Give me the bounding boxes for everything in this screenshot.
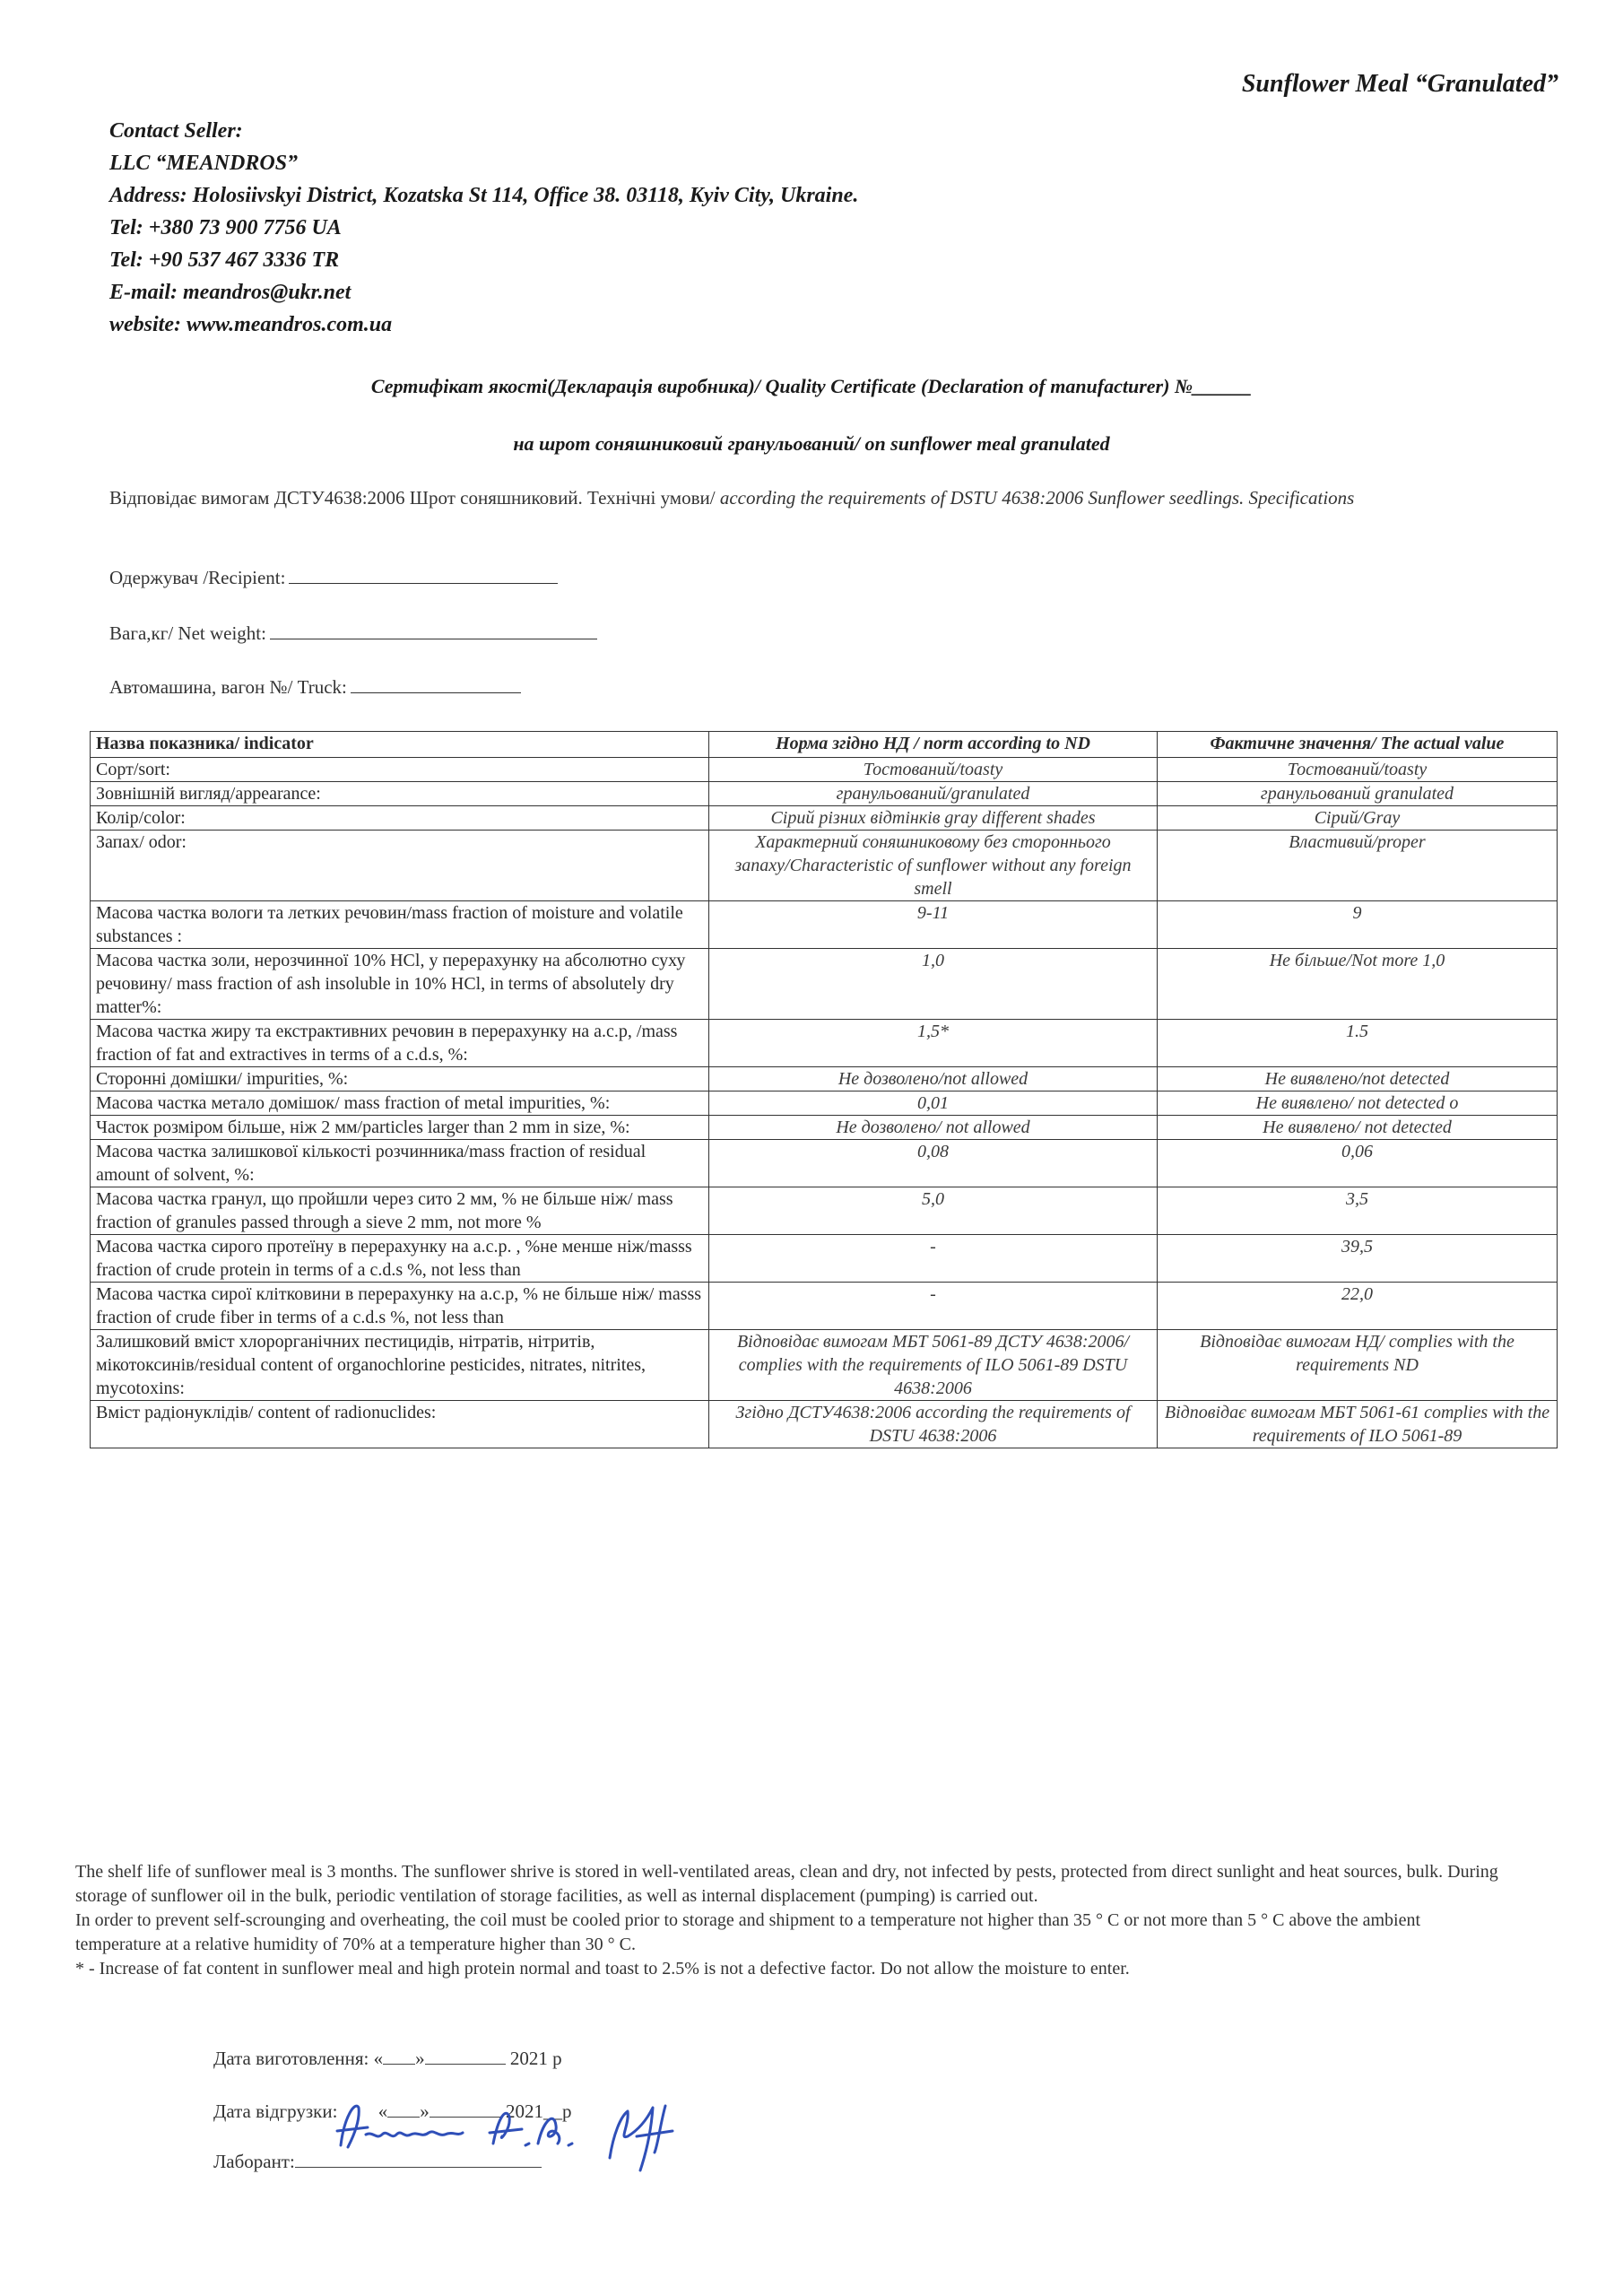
table-row bbox=[91, 1235, 1558, 1283]
actual-value-cell: 1.5 bbox=[1158, 1020, 1558, 1067]
net-weight-label: Вага,кг/ Net weight: bbox=[109, 622, 266, 644]
table-row bbox=[91, 758, 1558, 782]
manufacture-month-blank bbox=[425, 2048, 506, 2065]
table-row bbox=[91, 949, 1558, 1020]
actual-value-cell: 39,5 bbox=[1158, 1235, 1558, 1283]
certificate-title: Сертифікат якості(Декларація виробника)/ Quality Certificate (Declaration of manufacturer) №______ bbox=[370, 375, 1253, 397]
table-row bbox=[91, 1187, 1558, 1235]
norm-cell: 0,01 bbox=[709, 1091, 1158, 1116]
actual-value-cell: Тостований/toasty bbox=[1158, 758, 1558, 782]
table-row bbox=[91, 782, 1558, 806]
actual-value-cell: 0,06 bbox=[1158, 1140, 1558, 1187]
norm-cell: Не дозволено/not allowed bbox=[709, 1067, 1158, 1091]
seller-website: website: www.meandros.com.ua bbox=[109, 313, 393, 336]
actual-value-cell: гранульований granulated bbox=[1158, 782, 1558, 806]
indicator-cell: Масова частка сирого протеїну в перерахунку на а.с.р. , %не менше ніж/masss fraction of crude protein in terms of a c.d.s %, not less than bbox=[91, 1235, 709, 1283]
manufacture-date-close: » bbox=[415, 2048, 425, 2069]
certificate-subtitle: на шрот соняшниковий гранульований/ on sunflower meal granulated bbox=[513, 432, 1110, 455]
norm-cell: Відповідає вимогам МБТ 5061-89 ДСТУ 4638:2006/ complies with the requirements of ILO 5061-89 DSTU 4638:2006 bbox=[709, 1330, 1158, 1401]
storage-notes bbox=[75, 1860, 1510, 1981]
actual-value-cell: 3,5 bbox=[1158, 1187, 1558, 1235]
indicator-cell: Масова частка жиру та екстрактивних речовин в перерахунку на а.с.р, /mass fraction of fat and extractives in terms of a c.d.s, %: bbox=[91, 1020, 709, 1067]
table-row bbox=[91, 831, 1558, 901]
indicator-cell: Вміст радіонуклідів/ content of radionuclides: bbox=[91, 1401, 709, 1448]
note-footnote: * - Increase of fat content in sunflower meal and high protein normal and toast to 2.5% is not a defective factor. Do not allow the moisture to enter. bbox=[75, 1959, 1130, 1979]
norm-cell: Характерний соняшниковому без стороннього запаху/Characteristic of sunflower without any foreign smell bbox=[709, 831, 1158, 901]
manufacture-year: 2021 р bbox=[509, 2048, 562, 2069]
indicator-cell: Запах/ odor: bbox=[91, 831, 709, 901]
norm-cell: Не дозволено/ not allowed bbox=[709, 1116, 1158, 1140]
norm-cell: Сірий різних відтінків gray different shades bbox=[709, 806, 1158, 831]
actual-value-cell: Не виявлено/not detected bbox=[1158, 1067, 1558, 1091]
table-header-row bbox=[91, 732, 1558, 758]
indicator-cell: Сторонні домішки/ impurities, %: bbox=[91, 1067, 709, 1091]
actual-value-cell: Властивий/proper bbox=[1158, 831, 1558, 901]
seller-company: LLC “MEANDROS” bbox=[109, 152, 299, 175]
recipient-label: Одержувач /Recipient: bbox=[109, 567, 286, 588]
seller-email: E-mail: meandros@ukr.net bbox=[109, 281, 352, 304]
norm-cell: Згідно ДСТУ4638:2006 according the requirements of DSTU 4638:2006 bbox=[709, 1401, 1158, 1448]
seller-phone-tr: Tel: +90 537 467 3336 TR bbox=[109, 248, 340, 272]
table-row bbox=[91, 806, 1558, 831]
compliance-italic: according the requirements of DSTU 4638:2006 Sunflower seedlings. Specifications bbox=[719, 487, 1355, 509]
indicator-cell: Сорт/sort: bbox=[91, 758, 709, 782]
actual-value-cell: Відповідає вимогам МБТ 5061-61 complies with the requirements of ILO 5061-89 bbox=[1158, 1401, 1558, 1448]
indicator-cell: Залишковий вміст хлорорганічних пестицидів, нітратів, нітритів, мікотоксинів/residual content of organochlorine pesticides, nitrates, nitrites, mycotoxins: bbox=[91, 1330, 709, 1401]
header-actual: Фактичне значення/ The actual value bbox=[1158, 732, 1558, 758]
table-row bbox=[91, 1020, 1558, 1067]
quality-indicators-table bbox=[90, 731, 1558, 1448]
indicator-cell: Масова частка вологи та летких речовин/mass fraction of moisture and volatile substances : bbox=[91, 901, 709, 949]
net-weight-field bbox=[109, 622, 597, 645]
indicator-cell: Колір/color: bbox=[91, 806, 709, 831]
header-indicator: Назва показника/ indicator bbox=[91, 732, 709, 758]
seller-heading: Contact Seller: bbox=[109, 119, 243, 143]
manufacture-date-open: « bbox=[373, 2048, 384, 2069]
net-weight-blank bbox=[270, 622, 597, 639]
note-shelf-life: The shelf life of sunflower meal is 3 months. The sunflower shrive is stored in well-ventilated areas, clean and dry, not infected by pests, protected from direct sunlight and heat sources, bulk. During storage of sunflower oil in the bulk, periodic ventilation of storage facilities, as well as internal displacement (pumping) is carried out. bbox=[75, 1862, 1498, 1906]
actual-value-cell: Сірий/Gray bbox=[1158, 806, 1558, 831]
note-cooling: In order to prevent self-scrounging and overheating, the coil must be cooled prior to storage and shipment to a temperature not higher than 35 ° C or not more than 5 ° C above the ambient temperature at a relative humidity of 70% at a temperature higher than 30 ° C. bbox=[75, 1910, 1421, 1954]
recipient-field bbox=[109, 567, 558, 589]
table-row bbox=[91, 1091, 1558, 1116]
norm-cell: Тостований/toasty bbox=[709, 758, 1158, 782]
table-row bbox=[91, 901, 1558, 949]
manufacture-date-field bbox=[213, 2048, 562, 2070]
truck-blank bbox=[351, 676, 521, 693]
shipment-year: 2021__р bbox=[505, 2100, 572, 2122]
norm-cell: 9-11 bbox=[709, 901, 1158, 949]
seller-contact-block bbox=[109, 115, 858, 341]
header-norm: Норма згідно НД / norm according to ND bbox=[709, 732, 1158, 758]
truck-label: Автомашина, вагон №/ Truck: bbox=[109, 676, 347, 698]
actual-value-cell: Не більше/Not more 1,0 bbox=[1158, 949, 1558, 1020]
table-row bbox=[91, 1283, 1558, 1330]
table-row bbox=[91, 1330, 1558, 1401]
indicator-cell: Масова частка гранул, що пройшли через сито 2 мм, % не більше ніж/ mass fraction of granules passed through a sieve 2 mm, not more % bbox=[91, 1187, 709, 1235]
handwritten-signature bbox=[314, 2081, 726, 2179]
compliance-plain: Відповідає вимогам ДСТУ4638:2006 Шрот соняшниковий. Технічні умови/ bbox=[109, 487, 720, 509]
norm-cell: 5,0 bbox=[709, 1187, 1158, 1235]
manufacture-date-label: Дата виготовлення: bbox=[213, 2048, 369, 2069]
lab-assistant-label: Лаборант: bbox=[213, 2151, 295, 2172]
actual-value-cell: Не виявлено/ not detected o bbox=[1158, 1091, 1558, 1116]
norm-cell: 1,0 bbox=[709, 949, 1158, 1020]
seller-phone-ua: Tel: +380 73 900 7756 UA bbox=[109, 216, 342, 239]
truck-field bbox=[109, 676, 521, 699]
actual-value-cell: 22,0 bbox=[1158, 1283, 1558, 1330]
shipment-date-open: « bbox=[378, 2100, 388, 2122]
recipient-blank bbox=[289, 567, 558, 584]
norm-cell: 1,5* bbox=[709, 1020, 1158, 1067]
manufacture-day-blank bbox=[383, 2048, 415, 2065]
indicator-cell: Часток розміром більше, ніж 2 мм/particles larger than 2 mm in size, %: bbox=[91, 1116, 709, 1140]
shipment-date-label: Дата відгрузки: bbox=[213, 2100, 338, 2122]
indicator-cell: Масова частка метало домішок/ mass fraction of metal impurities, %: bbox=[91, 1091, 709, 1116]
table-row bbox=[91, 1140, 1558, 1187]
norm-cell: - bbox=[709, 1283, 1158, 1330]
norm-cell: 0,08 bbox=[709, 1140, 1158, 1187]
indicator-cell: Масова частка залишкової кількості розчинника/mass fraction of residual amount of solvent, %: bbox=[91, 1140, 709, 1187]
norm-cell: гранульований/granulated bbox=[709, 782, 1158, 806]
compliance-statement bbox=[109, 484, 1428, 512]
indicator-cell: Зовнішній вигляд/appearance: bbox=[91, 782, 709, 806]
table-row bbox=[91, 1067, 1558, 1091]
table-row bbox=[91, 1116, 1558, 1140]
actual-value-cell: Відповідає вимогам НД/ complies with the requirements ND bbox=[1158, 1330, 1558, 1401]
norm-cell: - bbox=[709, 1235, 1158, 1283]
seller-address: Address: Holosiivskyi District, Kozatska St 114, Office 38. 03118, Kyiv City, Ukraine. bbox=[109, 184, 859, 207]
document-title: Sunflower Meal “Granulated” bbox=[1241, 70, 1558, 98]
actual-value-cell: 9 bbox=[1158, 901, 1558, 949]
actual-value-cell: Не виявлено/ not detected bbox=[1158, 1116, 1558, 1140]
table-row bbox=[91, 1401, 1558, 1448]
shipment-date-close: » bbox=[420, 2100, 430, 2122]
indicator-cell: Масова частка сирої клітковини в перерахунку на а.с.р, % не більше ніж/ masss fraction of crude fiber in terms of a c.d.s %, not less than bbox=[91, 1283, 709, 1330]
indicator-cell: Масова частка золи, нерозчинної 10% HCl, у перерахунку на абсолютно суху речовину/ mass fraction of ash insoluble in 10% HCl, in terms of absolutely dry matter%: bbox=[91, 949, 709, 1020]
